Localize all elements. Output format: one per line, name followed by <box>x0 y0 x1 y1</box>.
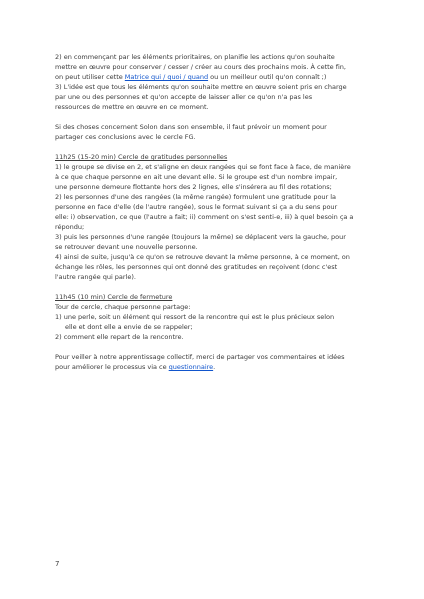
closing-instructions <box>55 302 373 342</box>
spacer <box>55 342 373 352</box>
text-line: on peut utiliser cette <box>55 73 125 81</box>
text-line: . <box>213 363 216 371</box>
text-line: répondu; <box>55 223 85 231</box>
text-line: une personne demeure flottante hors des 2 lignes, elle s'insérera au fil des rotations; <box>55 183 332 191</box>
text-line: 3) L'idée est que tous les éléments qu'on souhaite mettre en œuvre soient pris en charge <box>55 83 347 91</box>
intro-step-3 <box>55 82 373 112</box>
text-line: par une ou des personnes et qu'on accepte de laisser aller ce qu'on n'a pas les <box>55 93 313 101</box>
gratitude-instructions <box>55 162 373 282</box>
text-line: échange les rôles, les personnes qui ont donné des gratitudes en reçoivent (donc c'est <box>55 263 338 271</box>
text-line: 4) ainsi de suite, jusqu'à ce qu'on se retrouve devant la même personne, à ce moment, on <box>55 253 350 261</box>
text-line: partager ces conclusions avec le cercle FG. <box>55 133 196 141</box>
text-line: se retrouver devant une nouvelle personne. <box>55 243 198 251</box>
text-line: Si des choses concernent Solon dans son ensemble, il faut prévoir un moment pour <box>55 123 327 131</box>
text-line: l'autre rangée qui parle). <box>55 273 136 281</box>
text-line: 2) comment elle repart de la rencontre. <box>55 333 184 341</box>
text-line: Pour veiller à notre apprentissage collectif, merci de partager vos commentaires et idées <box>55 353 345 361</box>
text-line: 1) une perle, soit un élément qui ressort de la rencontre qui est le plus précieux selon <box>55 313 335 321</box>
spacer <box>55 282 373 292</box>
page-content <box>55 52 373 372</box>
questionnaire-link[interactable]: questionnaire <box>168 363 214 371</box>
solon-paragraph <box>55 122 373 142</box>
spacer <box>55 142 373 152</box>
text-line: Tour de cercle, chaque personne partage: <box>55 303 191 311</box>
spacer <box>55 112 373 122</box>
text-line: pour améliorer le processus via ce <box>55 363 169 371</box>
text-line: 3) puis les personnes d'une rangée (toujours la même) se déplacent vers la gauche, pour <box>55 233 346 241</box>
text-line: 2) les personnes d'une des rangées (la même rangée) formulent une gratitude pour la <box>55 193 337 201</box>
section-title-gratitude: 11h25 (15-20 min) Cercle de gratitudes personnelles <box>55 153 228 161</box>
text-line: elle et dont elle a envie de se rappeler; <box>65 323 193 331</box>
text-line: 1) le groupe se divise en 2, et s'aligne en deux rangées qui se font face à face, de manière <box>55 163 351 171</box>
feedback-paragraph <box>55 352 373 372</box>
text-line: ressources de mettre en œuvre en ce moment. <box>55 103 209 111</box>
text-line: personne en face d'elle (de l'autre rangée), sous le format suivant si ça a du sens pour <box>55 203 338 211</box>
text-line: à ce que chaque personne en ait une devant elle. Si le groupe est d'un nombre impair, <box>55 173 338 181</box>
page-number: 7 <box>55 560 60 568</box>
section-title-closing: 11h45 (10 min) Cercle de fermeture <box>55 293 173 301</box>
text-line: 2) en commençant par les éléments prioritaires, on planifie les actions qu'on souhaite <box>55 53 335 61</box>
text-line: ou un meilleur outil qu'on connaît ;) <box>208 73 327 81</box>
text-line: mettre en œuvre pour conserver / cesser / créer au cours des prochains mois. À cette fin, <box>55 63 346 71</box>
text-line: elle: i) observation, ce que (l'autre a fait; ii) comment on s'est senti-e, iii) à quel besoin ça a <box>55 213 354 221</box>
matrix-link[interactable]: Matrice qui / quoi / quand <box>124 73 209 81</box>
intro-step-2 <box>55 52 373 82</box>
